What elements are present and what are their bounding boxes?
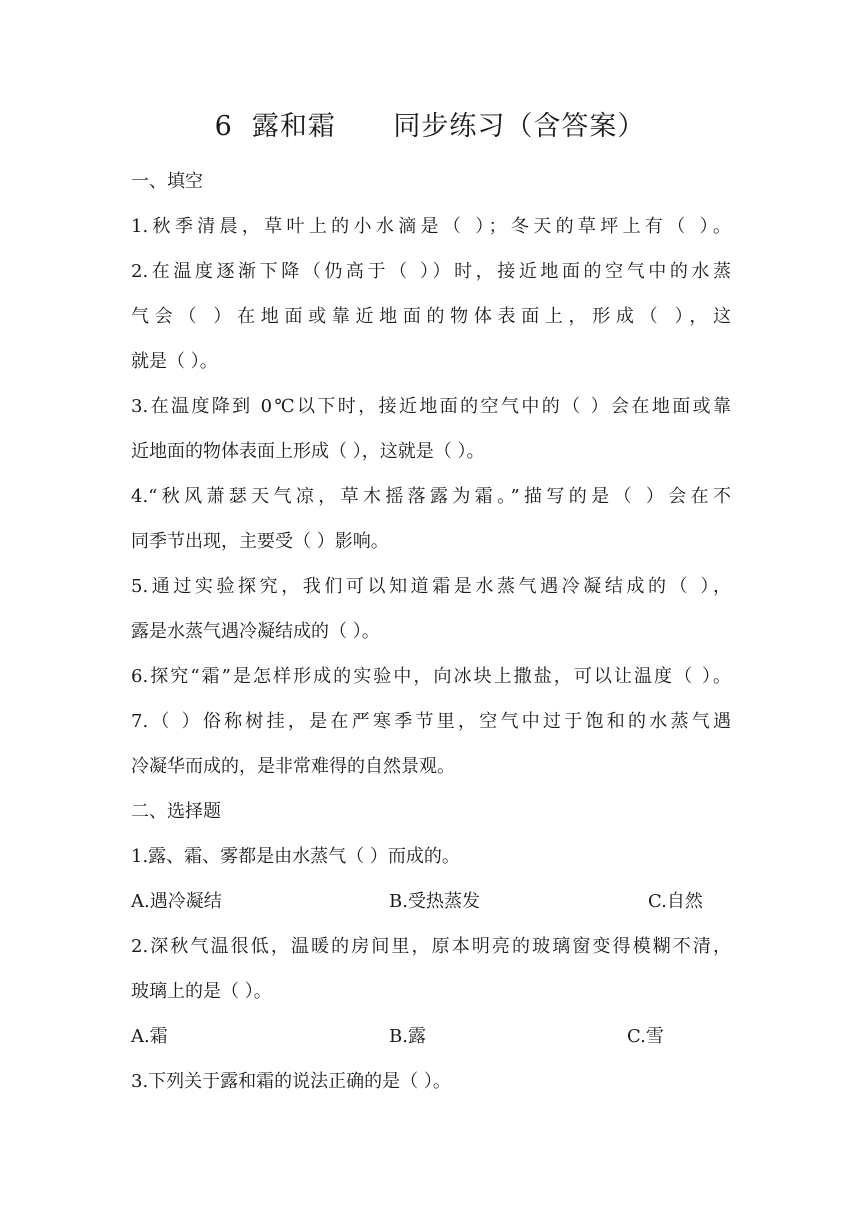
section-heading-fill-blank: 一、填空 xyxy=(131,171,203,192)
fill-question-4-line-2: 同季节出现，主要受（ ）影响。 xyxy=(131,531,389,552)
page-title: 6 露和霜 同步练习（含答案） xyxy=(214,111,646,142)
fill-question-5-line-1: 5.通过实验探究，我们可以知道霜是水蒸气遇冷凝结成的（ ）， xyxy=(131,576,731,597)
choice-question-1-option-a: A.遇冷凝结 xyxy=(131,891,222,912)
fill-question-7-line-2: 冷凝华而成的，是非常难得的自然景观。 xyxy=(131,756,455,777)
fill-question-1: 1.秋季清晨，草叶上的小水滴是（ ）；冬天的草坪上有（ ）。 xyxy=(131,216,731,237)
choice-question-1-stem: 1.露、霜、雾都是由水蒸气（ ）而成的。 xyxy=(131,846,460,867)
fill-question-2-line-3: 就是（ ）。 xyxy=(131,351,218,372)
choice-question-2-option-b: B.露 xyxy=(389,1026,426,1047)
choice-question-3-stem: 3.下列关于露和霜的说法正确的是（ ）。 xyxy=(131,1071,451,1092)
choice-question-2-option-a: A.霜 xyxy=(131,1026,168,1047)
fill-question-3-line-1: 3.在温度降到 0℃以下时，接近地面的空气中的（ ）会在地面或靠 xyxy=(131,396,731,417)
choice-question-2-stem-line-2: 玻璃上的是（ ）。 xyxy=(131,981,272,1002)
fill-question-7-line-1: 7.（ ）俗称树挂，是在严寒季节里，空气中过于饱和的水蒸气遇 xyxy=(131,711,731,732)
fill-question-4-line-1: 4.“秋风萧瑟天气凉，草木摇落露为霜。”描写的是（ ）会在不 xyxy=(131,486,731,507)
choice-question-2-option-c: C.雪 xyxy=(627,1026,664,1047)
fill-question-2-line-2: 气会（ ）在地面或靠近地面的物体表面上，形成（ ），这 xyxy=(131,306,731,327)
fill-question-5-line-2: 露是水蒸气遇冷凝结成的（ ）。 xyxy=(131,621,380,642)
fill-question-6: 6.探究“霜”是怎样形成的实验中，向冰块上撒盐，可以让温度（ ）。 xyxy=(131,666,731,687)
fill-question-3-line-2: 近地面的物体表面上形成（ ），这就是（ ）。 xyxy=(131,441,485,462)
section-heading-choice: 二、选择题 xyxy=(131,801,221,822)
fill-question-2-line-1: 2.在温度逐渐下降（仍高于（ ））时，接近地面的空气中的水蒸 xyxy=(131,261,731,282)
choice-question-1-option-c: C.自然 xyxy=(648,891,703,912)
choice-question-2-stem-line-1: 2.深秋气温很低，温暖的房间里，原本明亮的玻璃窗变得模糊不清， xyxy=(131,936,731,957)
choice-question-1-option-b: B.受热蒸发 xyxy=(389,891,480,912)
